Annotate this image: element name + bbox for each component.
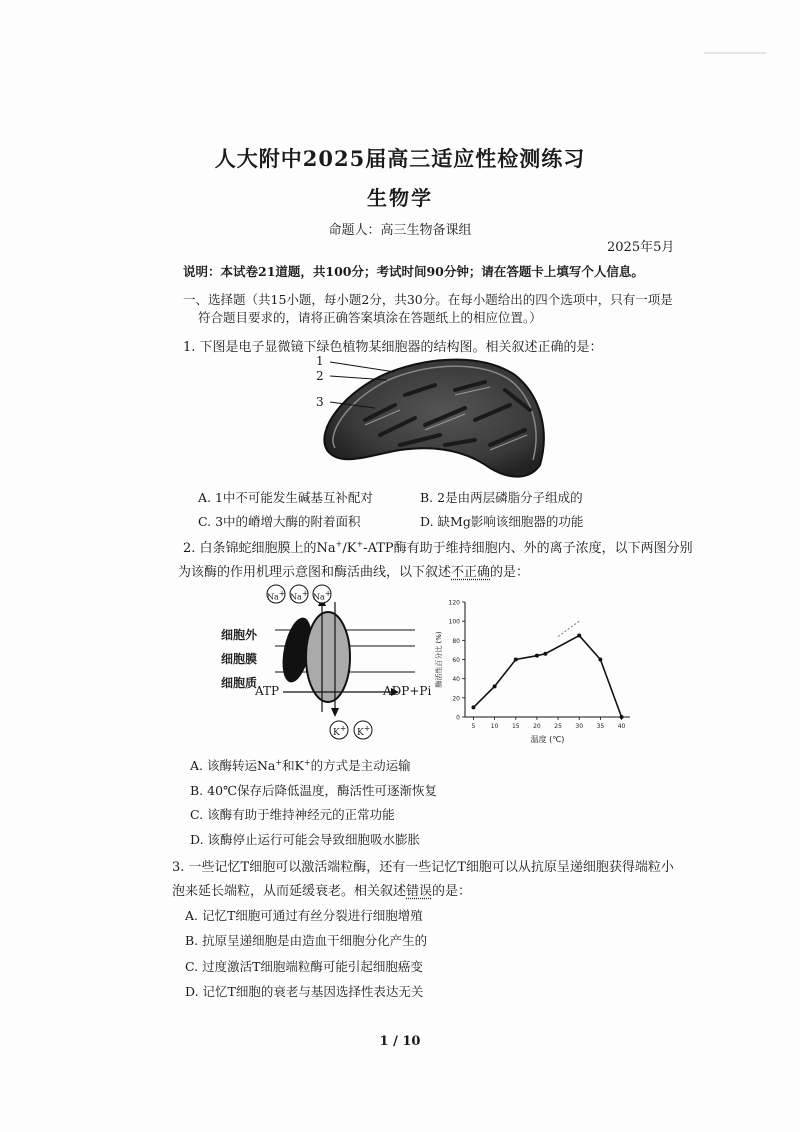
chloroplast-body xyxy=(324,360,543,477)
exam-title: 人大附中2025届高三适应性检测练习 xyxy=(214,146,586,171)
y-tick-label: 100 xyxy=(448,618,460,626)
label-3: 3 xyxy=(316,395,324,409)
q2-stem-line1: 2. 白条锦蛇细胞膜上的Na+/K+-ATP酶有助于维持细胞内、外的离子浓度，以下两图分别 xyxy=(183,539,693,556)
scan-artifact xyxy=(704,52,766,54)
section-heading-cont: 符合题目要求的，请将正确答案填涂在答题纸上的相应位置。） xyxy=(198,310,542,325)
q3-option-c: C. 过度激活T细胞端粒酶可能引起细胞癌变 xyxy=(185,959,423,974)
q2-option-b: B. 40℃保存后降低温度，酶活性可逐渐恢复 xyxy=(190,783,438,798)
data-point xyxy=(514,658,518,662)
y-tick-label: 20 xyxy=(452,695,460,703)
data-point xyxy=(493,684,497,688)
q2-option-a: A. 该酶转运Na+和K+的方式是主动运输 xyxy=(190,757,411,773)
instructions: 说明：本试卷21道题，共100分；考试时间90分钟；请在答题卡上填写个人信息。 xyxy=(183,264,644,279)
data-point xyxy=(620,715,624,719)
q1-option-c: C. 3中的嵴增大酶的附着面积 xyxy=(198,514,361,529)
data-point xyxy=(535,654,539,658)
k-ion-2: K+ xyxy=(357,724,371,738)
q1-option-d: D. 缺Mg影响该细胞器的功能 xyxy=(420,514,584,529)
x-tick-label: 30 xyxy=(575,723,584,730)
exam-date: 2025年5月 xyxy=(607,240,675,255)
section-heading: 一、选择题（共15小题，每小题2分，共30分。在每小题给出的四个选项中，只有一项是 xyxy=(183,292,673,307)
q2-stem-line2: 为该酶的作用机理示意图和酶活曲线，以下叙述不正确的是： xyxy=(178,565,530,580)
label-atp: ATP xyxy=(255,684,280,698)
data-point xyxy=(577,634,581,638)
page-number: 1 / 10 xyxy=(379,1034,421,1049)
q2-option-c: C. 该酶有助于维持神经元的正常功能 xyxy=(190,807,395,822)
activity-chart xyxy=(425,592,645,752)
q1-option-a: A. 1中不可能发生碱基互补配对 xyxy=(198,490,373,505)
k-ion-1: K+ xyxy=(333,724,347,738)
y-tick-label: 0 xyxy=(456,714,460,722)
enzyme-subunit-light xyxy=(306,612,350,702)
y-tick-label: 120 xyxy=(448,599,460,607)
q2-option-d: D. 该酶停止运行可能会导致细胞吸水膨胀 xyxy=(190,832,421,847)
x-tick-label: 15 xyxy=(511,723,520,730)
label-outside: 细胞外 xyxy=(221,628,258,642)
label-cytoplasm: 细胞质 xyxy=(221,676,258,690)
x-tick-label: 10 xyxy=(490,723,499,730)
chloroplast-figure xyxy=(305,350,555,485)
data-point xyxy=(471,705,475,709)
y-tick-label: 80 xyxy=(452,637,460,645)
na-ion-2: Na+ xyxy=(290,589,309,602)
enzyme-diagram xyxy=(215,582,440,742)
q3-option-d: D. 记忆T细胞的衰老与基因选择性表达无关 xyxy=(185,984,424,999)
x-tick-label: 25 xyxy=(554,723,562,730)
y-axis-label: 酶活性百分比 (%) xyxy=(435,631,443,688)
x-axis-label: 温度 (℃) xyxy=(530,735,565,744)
y-tick-label: 60 xyxy=(452,657,460,664)
q3-stem-line2: 泡来延长端粒，从而延缓衰老。相关叙述错误的是： xyxy=(172,884,472,899)
q3-option-b: B. 抗原呈递细胞是由造血干细胞分化产生的 xyxy=(185,933,428,948)
q3-stem-line1: 3. 一些记忆T细胞可以激活端粒酶，还有一些记忆T细胞可以从抗原呈递细胞获得端粒小 xyxy=(172,860,674,875)
q1-stem: 1. 下图是电子显微镜下绿色植物某细胞器的结构图。相关叙述正确的是： xyxy=(183,340,603,355)
x-tick-label: 20 xyxy=(533,723,541,730)
dashed-segment xyxy=(558,621,579,636)
na-ion-3: Na+ xyxy=(313,589,332,602)
data-point xyxy=(598,658,602,662)
na-ion-1: Na+ xyxy=(267,589,286,602)
author-line: 命题人：高三生物备课组 xyxy=(328,223,472,238)
data-point xyxy=(543,652,547,656)
pointer-1 xyxy=(330,362,395,372)
q1-option-b: B. 2是由两层磷脂分子组成的 xyxy=(420,490,583,505)
x-tick-label: 40 xyxy=(617,723,626,730)
label-adp: ADP+Pi xyxy=(383,684,432,698)
q3-option-a: A. 记忆T细胞可通过有丝分裂进行细胞增殖 xyxy=(185,908,423,923)
x-tick-label: 35 xyxy=(596,723,605,730)
y-tick-label: 40 xyxy=(452,676,460,684)
label-1: 1 xyxy=(316,354,324,368)
label-2: 2 xyxy=(316,369,324,383)
subject-title: 生物学 xyxy=(367,186,433,210)
activity-line xyxy=(473,636,621,717)
x-tick-label: 5 xyxy=(471,723,476,730)
label-membrane: 细胞膜 xyxy=(221,652,258,666)
